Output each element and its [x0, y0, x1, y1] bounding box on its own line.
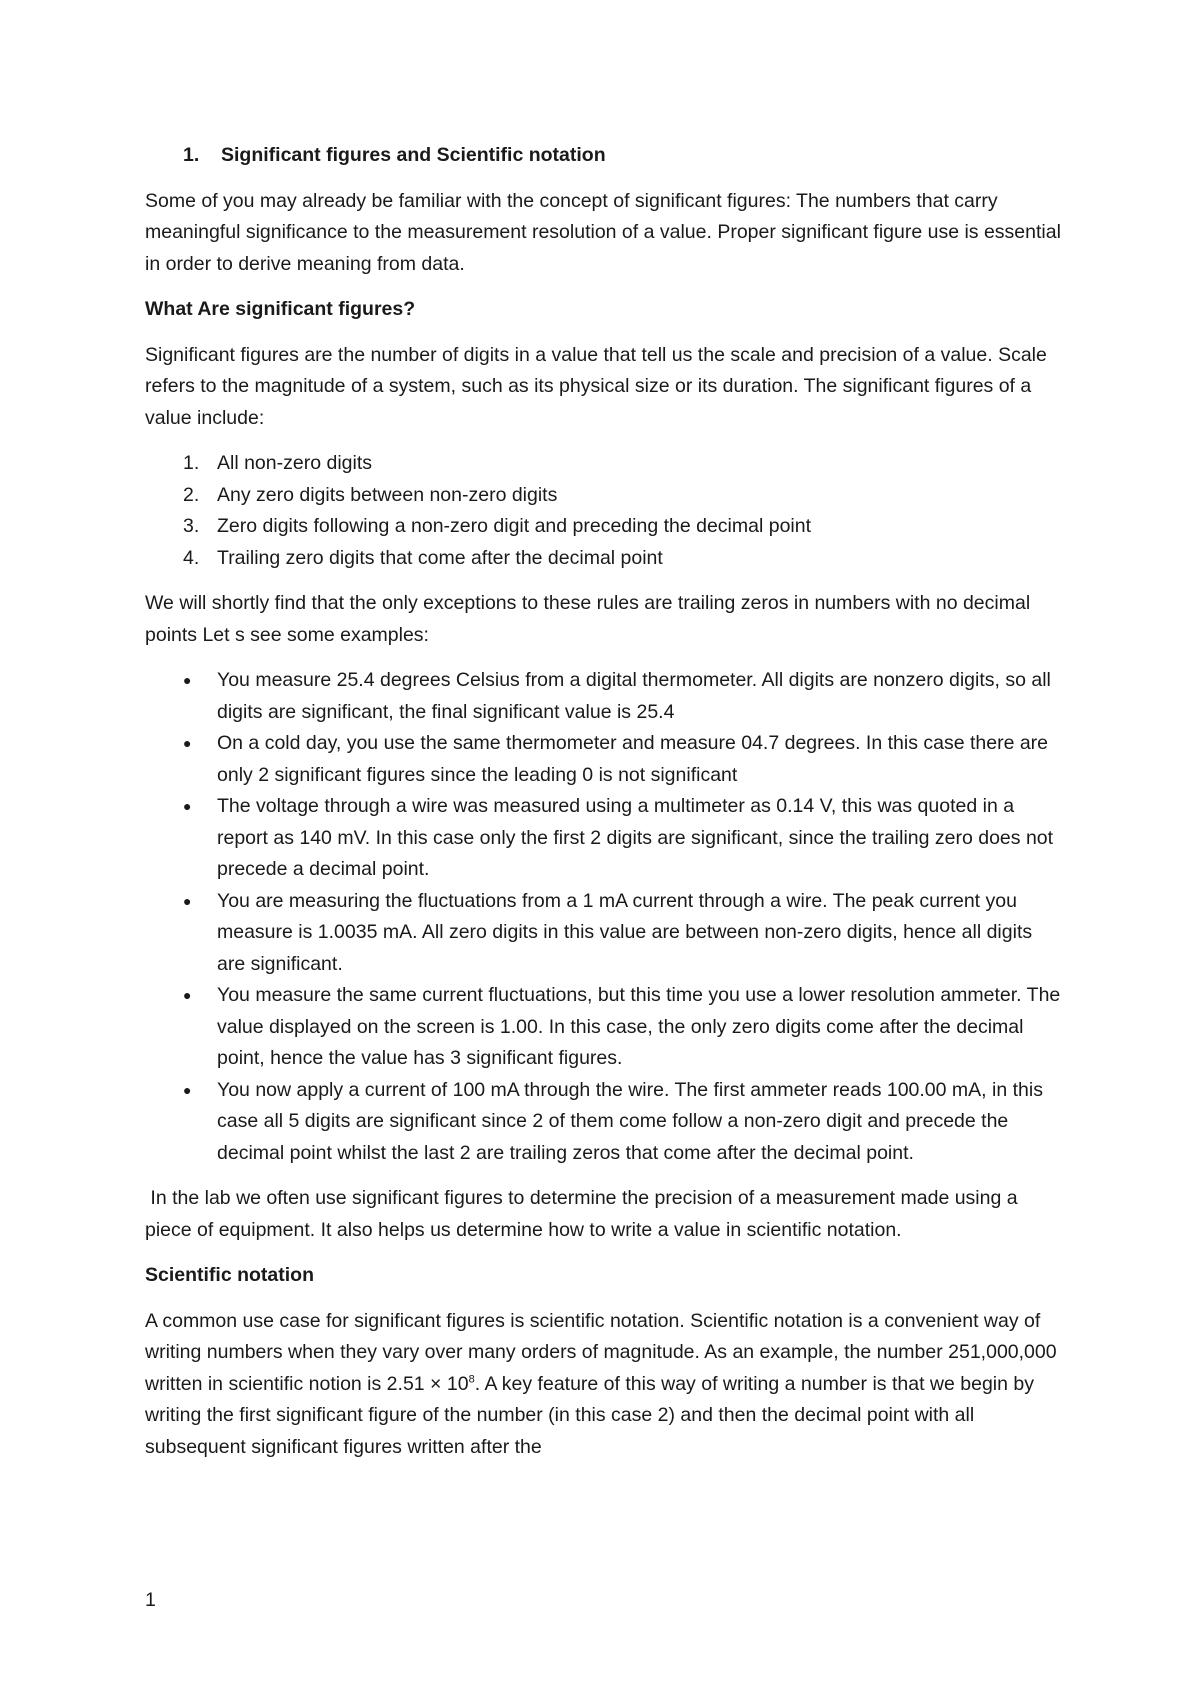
list-marker: 1. — [183, 452, 200, 474]
document-page — [145, 140, 1065, 1477]
list-item — [145, 980, 1065, 1075]
list-item-text: All non-zero digits — [217, 452, 372, 474]
list-item — [145, 448, 1065, 480]
bullet-icon: ● — [183, 798, 192, 814]
list-item-text: Trailing zero digits that come after the decimal point — [217, 546, 663, 569]
list-item — [145, 665, 1065, 728]
list-item — [145, 728, 1065, 791]
list-item-text: On a cold day, you use the same thermometer and measure 04.7 degrees. In this case there are only 2 significant figures since the leading 0 is not significant — [217, 732, 1049, 786]
list-marker: 3. — [183, 515, 200, 537]
list-item-text: You are measuring the fluctuations from a 1 mA current through a wire. The peak current you measure is 1.0035 mA. All zero digits in this value are between non-zero digits, hence all digits are significant. — [217, 889, 1033, 975]
bullet-icon: ● — [183, 1081, 192, 1098]
list-item — [145, 543, 1065, 575]
list-item — [145, 480, 1065, 512]
list-item-text: The voltage through a wire was measured using a multimeter as 0.14 V, this was quoted in a report as 140 mV. In this case only the first 2 digits are significant, since the trailing zero does not precede a decimal point. — [217, 795, 1054, 880]
scientific-notation-heading: Scientific notation — [145, 1264, 315, 1286]
section-number: 1. — [183, 144, 200, 166]
list-item-text: Any zero digits between non-zero digits — [217, 483, 558, 506]
what-are-paragraph: Significant figures are the number of digits in a value that tell us the scale and precision of a value. Scale refers to the magnitude of a system, such as its physical size or its duration. The significant figures of a value include: — [145, 343, 1047, 429]
section-heading — [145, 140, 1065, 172]
list-item-text: You measure the same current fluctuations, but this time you use a lower resolution ammeter. The value displayed on the screen is 1.00. In this case, the only zero digits come after the decimal point, hence the value has 3 significant figures. — [217, 984, 1061, 1069]
sci-text-before: A common use case for significant figures is scientific notation. Scientific notation is a convenient way of writing numbers when they vary over many orders of magnitude. As an example, the number 251,000,000 written in scientific notion is 2.51 × 10 — [145, 1309, 1057, 1395]
bullet-icon: ● — [183, 735, 192, 751]
lab-paragraph: In the lab we often use significant figures to determine the precision of a measurement made using a piece of equipment. It also helps us determine how to write a value in scientific notation. — [145, 1187, 1024, 1241]
exceptions-paragraph: We will shortly find that the only exceptions to these rules are trailing zeros in numbers with no decimal points Let s see some examples: — [145, 592, 1031, 646]
rules-list — [145, 448, 1065, 574]
list-item-text: You measure 25.4 degrees Celsius from a digital thermometer. All digits are nonzero digits, so all digits are significant, the final significant value is 25.4 — [217, 669, 1051, 723]
bullet-icon: ● — [183, 987, 192, 1003]
list-marker: 4. — [183, 546, 200, 569]
examples-list — [145, 665, 1065, 1169]
page-number: 1 — [145, 1589, 156, 1611]
list-marker: 2. — [183, 483, 200, 506]
sci-text-after: . A key feature of this way of writing a number is that we begin by writing the first significant figure of the number (in this case 2) and then the decimal point with all subsequent significant figures written after the — [145, 1372, 1034, 1458]
list-item-text: Zero digits following a non-zero digit and preceding the decimal point — [217, 515, 812, 537]
bullet-icon: ● — [183, 672, 192, 688]
list-item-text: You now apply a current of 100 mA through the wire. The first ammeter reads 100.00 mA, in this case all 5 digits are significant since 2 of them come follow a non-zero digit and precede the decimal point whilst the last 2 are trailing zeros that come after the decimal point. — [217, 1078, 1043, 1164]
list-item — [145, 791, 1065, 886]
scientific-notation-paragraph — [145, 1306, 1065, 1464]
list-item — [145, 511, 1065, 543]
exponent: 8 — [468, 1373, 475, 1385]
list-item — [145, 1075, 1065, 1170]
what-are-heading: What Are significant figures? — [145, 298, 416, 320]
intro-paragraph: Some of you may already be familiar with the concept of significant figures: The numbers that carry meaningful significance to the measurement resolution of a value. Proper significant figure use is essential in order to derive meaning from data. — [145, 189, 1061, 275]
list-item — [145, 886, 1065, 981]
bullet-icon: ● — [183, 892, 192, 909]
section-title: Significant figures and Scientific notation — [221, 144, 606, 166]
